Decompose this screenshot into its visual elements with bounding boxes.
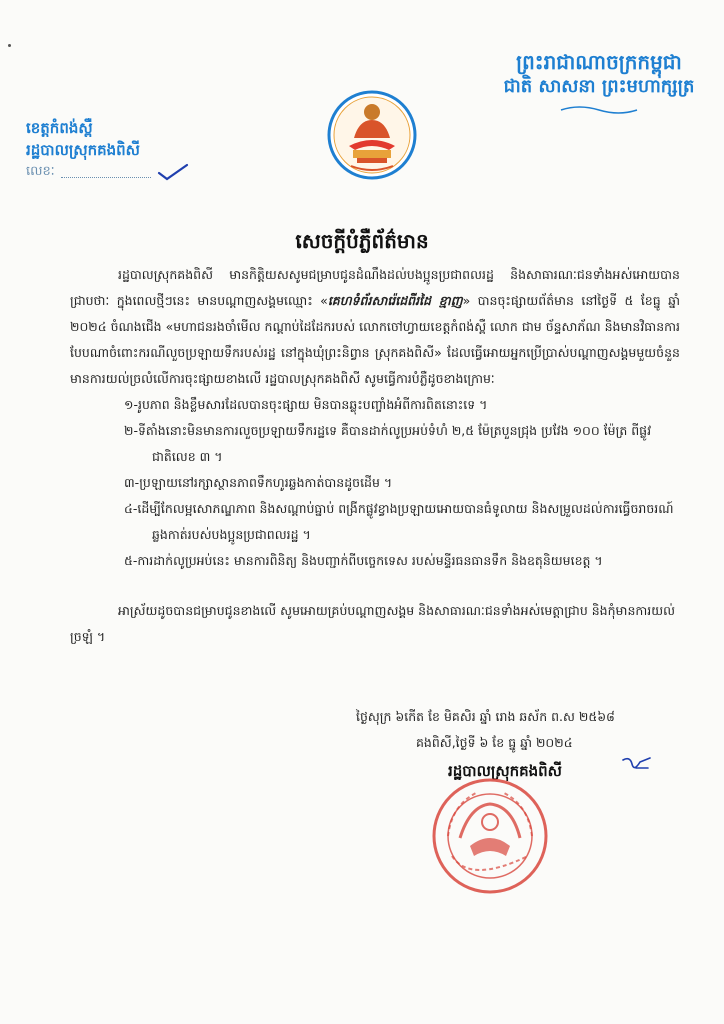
- intro-paragraph: [70, 262, 680, 392]
- checkmark-icon: [157, 163, 189, 181]
- official-seal-icon: [430, 776, 550, 896]
- scan-speck: [8, 44, 11, 47]
- clarification-list: [70, 392, 680, 574]
- closing-paragraph: អាស្រ័យដូចបានជម្រាបជូនខាងលើ សូមអោយគ្រប់បណ្ដាញសង្គម និងសាធារណៈជនទាំងអស់មេត្តាជ្រាប និងកុំមានការយល់ច្រឡំ ។: [70, 603, 676, 644]
- sender-province: ខេត្តកំពង់ស្ពឺ: [26, 119, 93, 137]
- document-title: សេចក្ដីបំភ្លឺព័ត៌មាន: [295, 229, 429, 253]
- reference-blank: [61, 167, 151, 178]
- lunar-date: ថ្ងៃសុក្រ ៦កើត ខែ មិគសិរ ឆ្នាំ រោង ឆស័ក ព.ស ២៥៦៨: [356, 709, 615, 724]
- signer-title: រដ្ឋបាលស្រុកគងពិសី: [448, 762, 562, 780]
- reference-label: លេខៈ: [26, 164, 55, 179]
- kingdom-name: ព្រះរាជាណាចក្រកម្ពុជា: [516, 50, 682, 74]
- intro-text-1: រដ្ឋបាលស្រុកគងពិសី មានកិត្តិយសសូមជម្រាបជូនដំណឹងដល់បងប្អូនប្រជាពលរដ្ឋ និងសាធារណៈជនទាំងអស់អោយបានជ្រាបថាៈ ក្នុងពេលថ្មីៗនេះ មានបណ្ដាញសង្គមឈ្មោះ «: [70, 267, 680, 308]
- initials-signature-icon: [620, 754, 654, 778]
- sender-block: [26, 117, 189, 183]
- sender-district: រដ្ឋបាលស្រុកគងពិសី: [26, 141, 140, 159]
- district-logo-icon: [327, 90, 417, 180]
- list-item: ៥-ការដាក់លូប្រអប់នេះ មានការពិនិត្យ និងបញ្ជាក់ពីបច្ចេកទេស របស់មន្ទីរធនធានទឹក និងឧតុនិយមខេត្ត ។: [124, 553, 603, 568]
- national-motto: ជាតិ សាសនា ព្រះមហាក្សត្រ: [503, 76, 695, 97]
- place-date: គងពិសី,ថ្ងៃទី ៦ ខែ ធ្នូ ឆ្នាំ ២០២៤: [416, 735, 573, 750]
- quoted-page-name: គេហទំព័រសារ៉េដេពីរដៃ ខ្មាញ: [327, 293, 463, 308]
- list-item: ១-រូបភាព និងខ្លឹមសារដែលបានចុះផ្សាយ មិនបានឆ្លុះបញ្ចាំងអំពីការពិតនោះទេ ។: [124, 397, 488, 412]
- list-item: ២-ទីតាំងនោះមិនមានការលួចប្រឡាយទឹករដ្ឋទេ គឺបានដាក់លូប្រអប់ទំហំ ២,៥ ម៉ែត្របួនជ្រុង ប្រវែង ១០០ ម៉ែត្រ ពីផ្លូវជាតិលេខ ៣ ។: [124, 423, 652, 464]
- kingdom-header: [474, 50, 724, 120]
- reference-number: [26, 161, 189, 183]
- document-body: [70, 262, 680, 650]
- intro-text-2: » បានចុះផ្សាយព័ត៌មាន នៅថ្ងៃទី ៥ ខែធ្នូ ឆ្នាំ ២០២៤ ចំណងជើង «មហាជនរងចាំមើល កណ្ដាប់ដៃដែករបស់ លោកចៅហ្វាយខេត្តកំពង់ស្ពឺ លោក ជាម ច័ន្ទសាភ័ណ និងមានវិធានការបែបណាចំពោះករណីលួចប្រឡាយទឹករបស់រដ្ឋ នៅក្នុងឃុំព្រះនិព្វាន ស្រុកគងពិសី» ដែលធ្វើអោយអ្នកប្រើប្រាស់បណ្ដាញសង្គមមួយចំនួនមានការយល់ច្រលំលើការចុះផ្សាយខាងលើ រដ្ឋបាលស្រុកគងពិសី សូមធ្វើការបំភ្លឺដូចខាងក្រោមៈ: [70, 293, 680, 386]
- list-item: ៣-ប្រឡាយនៅរក្សាស្ថានភាពទឹកហូរឆ្លងកាត់បានដូចដើម ។: [124, 475, 393, 490]
- list-item: ៤-ដើម្បីកែលម្អសោភណ្ឌភាព និងសណ្ដាប់ធ្នាប់ ពង្រីកផ្លូវខ្វាងប្រឡាយអោយបានធំទូលាយ និងសម្រួលដល់ការធ្វើចរាចរណ៍ឆ្លងកាត់របស់បងប្អូនប្រជាពលរដ្ឋ ។: [124, 501, 674, 542]
- ornament-divider-icon: [559, 104, 639, 116]
